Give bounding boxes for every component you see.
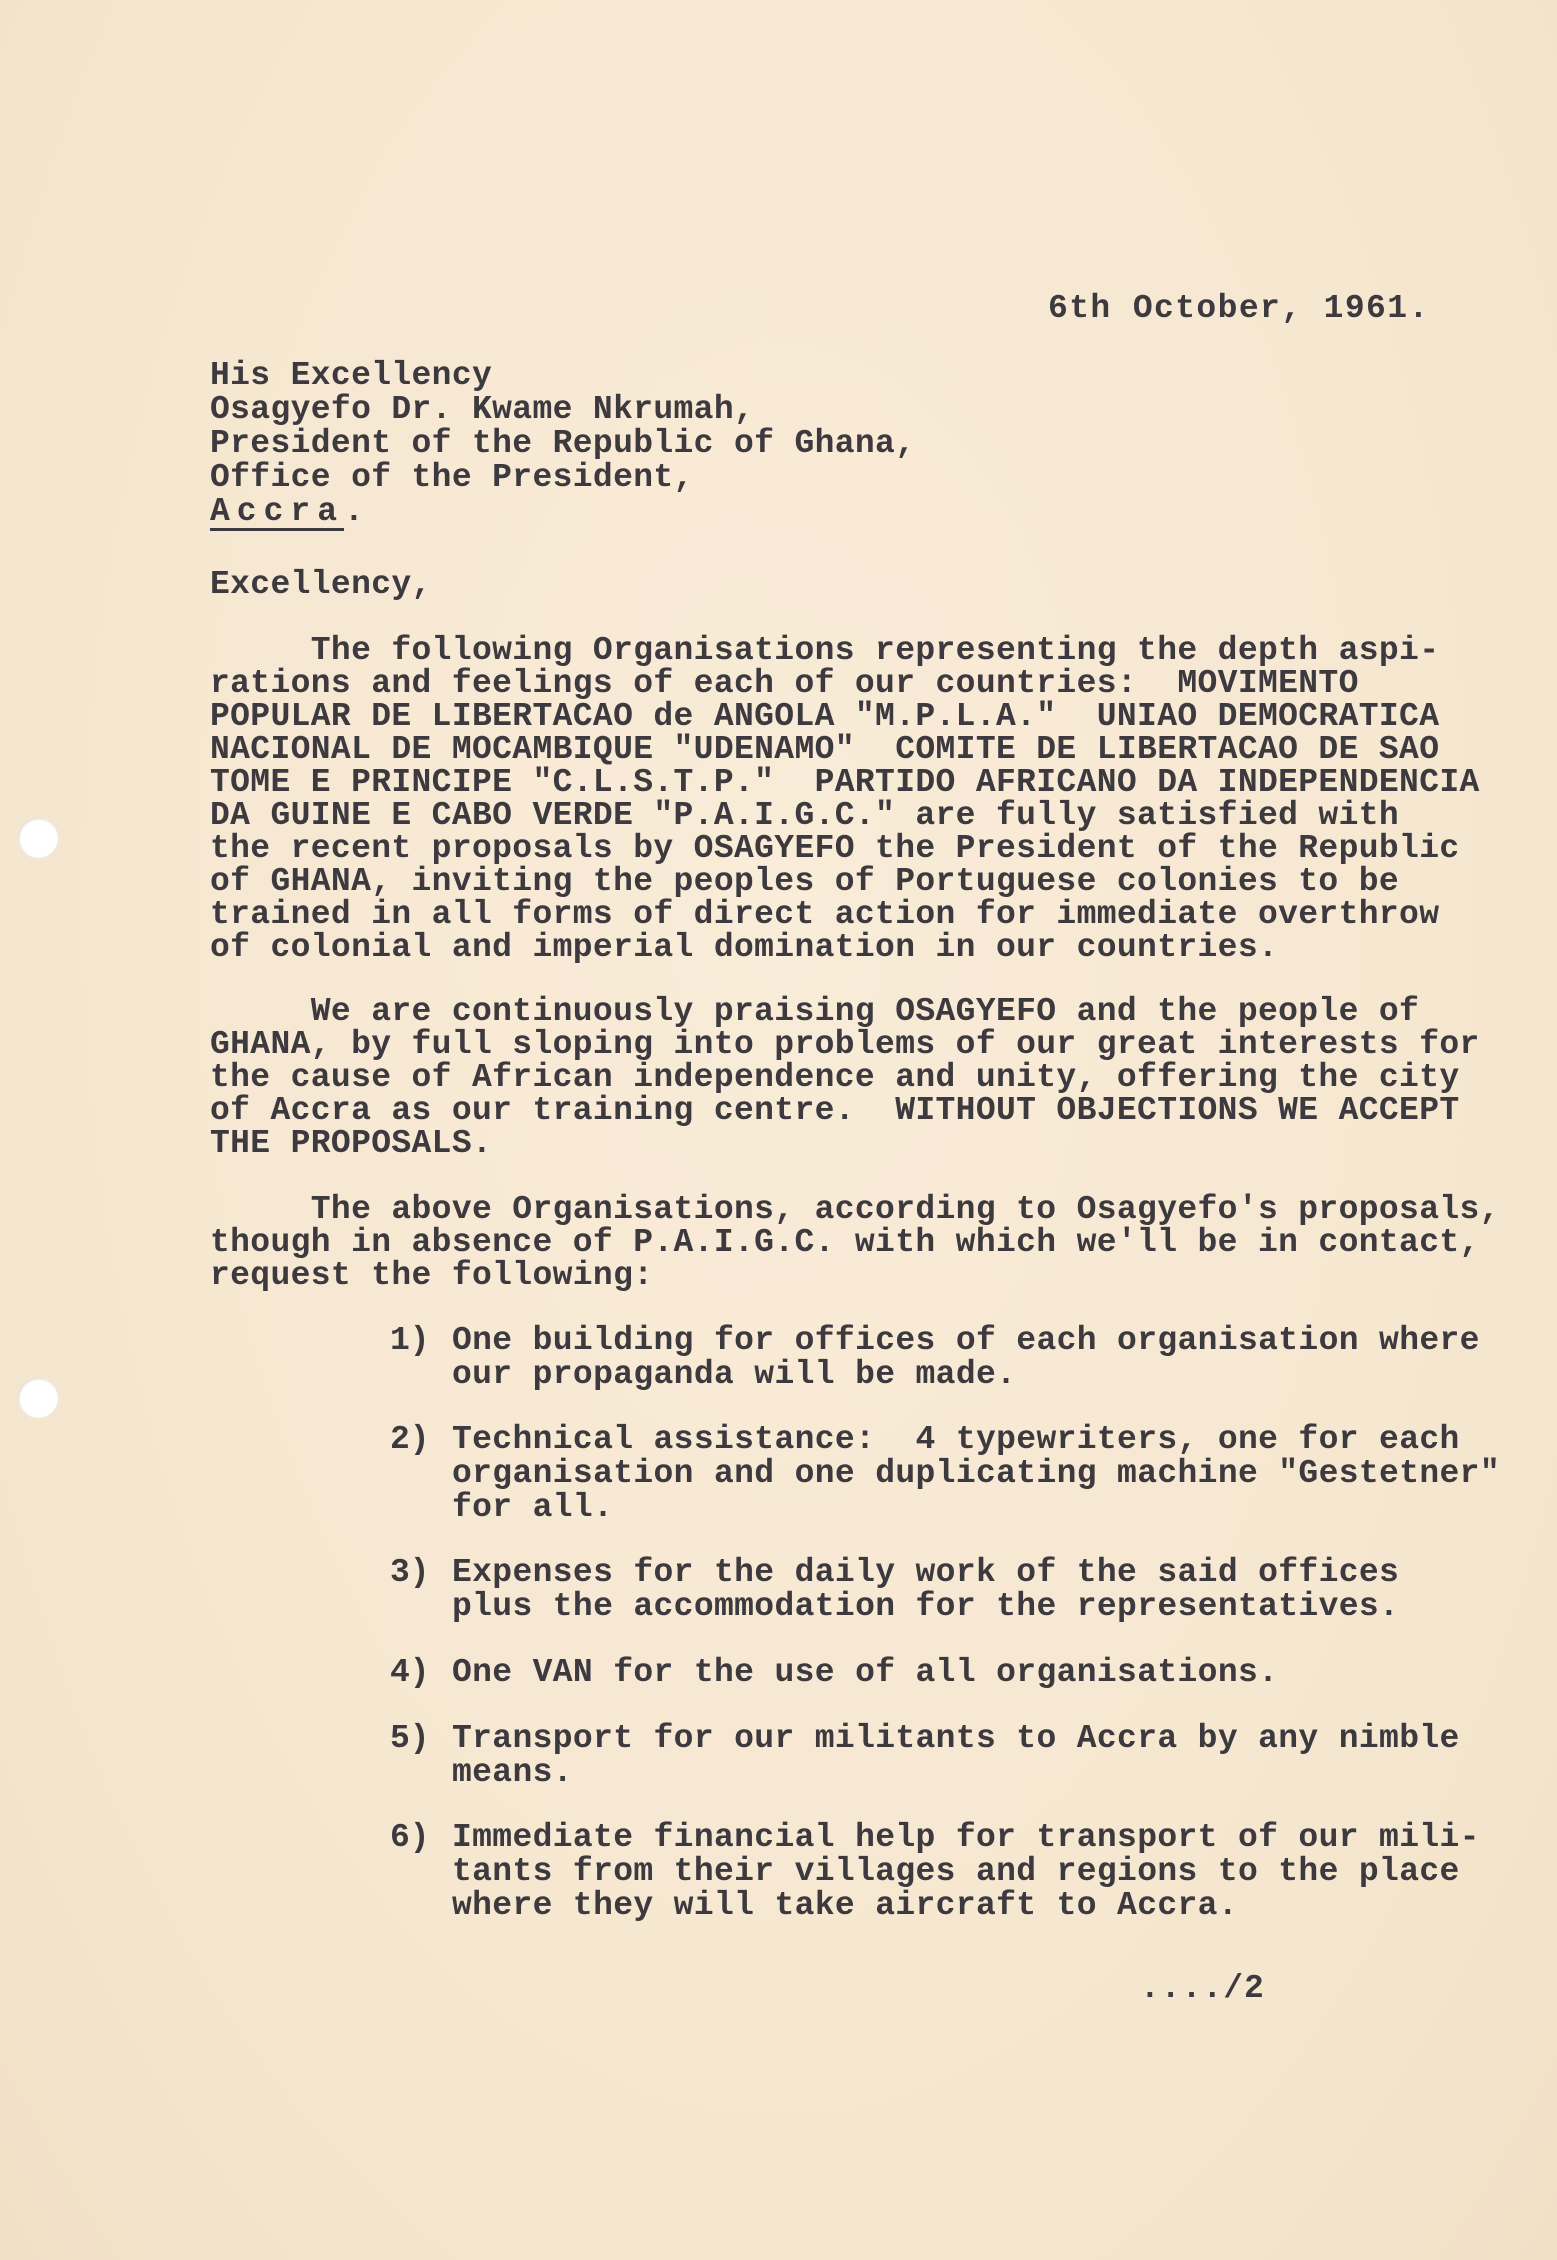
paragraph-line: the recent proposals by OSAGYEFO the President of the Republic <box>210 830 1460 867</box>
request-line: tants from their villages and regions to the place <box>452 1853 1460 1890</box>
punch-hole-top <box>18 818 58 858</box>
paragraph-line: THE PROPOSALS. <box>210 1125 493 1162</box>
paragraph-line: though in absence of P.A.I.G.C. with which we'll be in contact, <box>210 1224 1480 1261</box>
paragraph-line: NACIONAL DE MOCAMBIQUE "UDENAMO" COMITE DE LIBERTACAO DE SAO <box>210 731 1440 768</box>
paragraph-line: GHANA, by full sloping into problems of our great interests for <box>210 1026 1480 1063</box>
punch-hole-bottom <box>18 1378 58 1418</box>
paragraph-line: request the following: <box>210 1257 654 1294</box>
request-line: Technical assistance: 4 typewriters, one for each <box>452 1421 1460 1458</box>
request-line: Transport for our militants to Accra by any nimble <box>452 1720 1460 1757</box>
recipient-city-punct: . <box>344 493 365 530</box>
paragraph-line: The following Organisations representing the depth aspi- <box>210 632 1440 669</box>
recipient-city: Accra <box>210 493 345 530</box>
request-line: where they will take aircraft to Accra. <box>452 1887 1238 1924</box>
paragraph-line: DA GUINE E CABO VERDE "P.A.I.G.C." are fully satisfied with <box>210 797 1400 834</box>
paragraph-line: trained in all forms of direct action for immediate overthrow <box>210 896 1440 933</box>
request-line: Expenses for the daily work of the said offices <box>452 1554 1400 1591</box>
request-line: plus the accommodation for the representatives. <box>452 1588 1400 1625</box>
request-line: our propaganda will be made. <box>452 1356 1017 1393</box>
request-line: One VAN for the use of all organisations. <box>452 1654 1279 1691</box>
request-number: 4) <box>390 1654 430 1691</box>
request-number: 1) <box>390 1322 430 1359</box>
paragraph-line: of Accra as our training centre. WITHOUT OBJECTIONS WE ACCEPT <box>210 1092 1460 1129</box>
paragraph-line: The above Organisations, according to Osagyefo's proposals, <box>210 1191 1500 1228</box>
request-number: 6) <box>390 1819 430 1856</box>
recipient-line: His Excellency <box>210 357 493 394</box>
request-line: for all. <box>452 1489 614 1526</box>
paragraph-line: of colonial and imperial domination in our countries. <box>210 929 1279 966</box>
paragraph-line: We are continuously praising OSAGYEFO and the people of <box>210 993 1420 1030</box>
recipient-line: President of the Republic of Ghana, <box>210 425 916 462</box>
paragraph-line: of GHANA, inviting the peoples of Portuguese colonies to be <box>210 863 1400 900</box>
paragraph-line: TOME E PRINCIPE "C.L.S.T.P." PARTIDO AFRICANO DA INDEPENDENCIA <box>210 764 1480 801</box>
request-line: Immediate financial help for transport of our mili- <box>452 1819 1480 1856</box>
request-number: 2) <box>390 1421 430 1458</box>
request-number: 3) <box>390 1554 430 1591</box>
request-line: means. <box>452 1754 573 1791</box>
request-line: One building for offices of each organisation where <box>452 1322 1480 1359</box>
recipient-line: Office of the President, <box>210 459 694 496</box>
request-number: 5) <box>390 1720 430 1757</box>
page-continuation: ..../2 <box>1140 1970 1265 2007</box>
salutation: Excellency, <box>210 566 432 603</box>
letter-date: 6th October, 1961. <box>1048 290 1430 327</box>
recipient-line: Osagyefo Dr. Kwame Nkrumah, <box>210 391 755 428</box>
request-line: organisation and one duplicating machine "Gestetner" <box>452 1455 1500 1492</box>
recipient-city-line <box>210 495 364 529</box>
paragraph-line: the cause of African independence and unity, offering the city <box>210 1059 1460 1096</box>
paragraph-line: rations and feelings of each of our countries: MOVIMENTO <box>210 665 1359 702</box>
paragraph-line: POPULAR DE LIBERTACAO de ANGOLA "M.P.L.A." UNIAO DEMOCRATICA <box>210 698 1440 735</box>
